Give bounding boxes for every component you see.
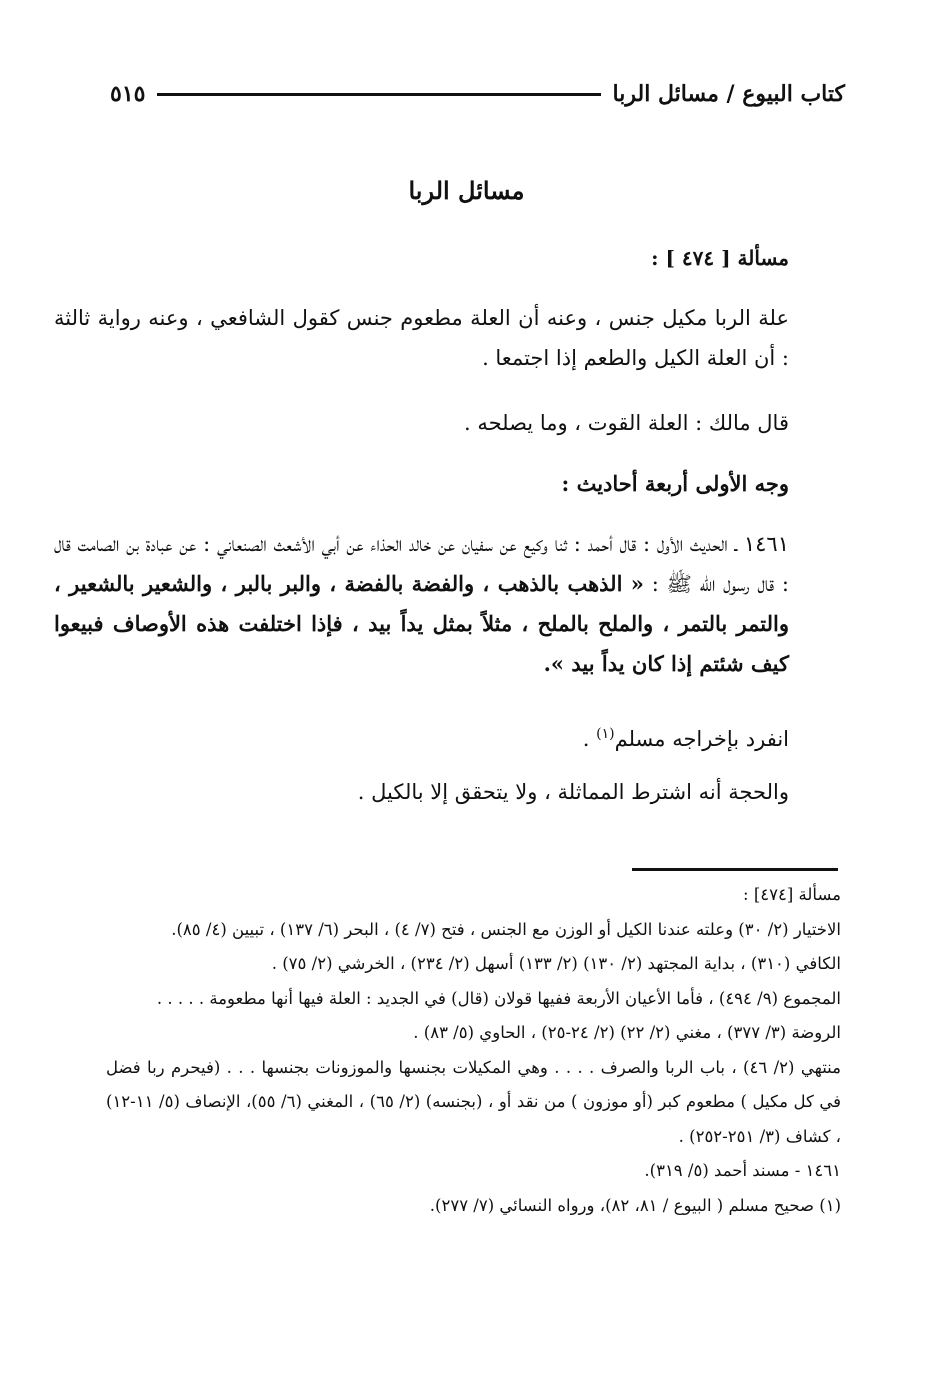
paragraph-5-text: انفرد بإخراجه مسلم — [614, 727, 789, 751]
hadith-text: « الذهب بالذهب ، والفضة بالفضة ، والبر بالبر ، والشعير بالشعير ، والتمر بالتمر ، والملح بالملح ، مثلاً بمثل يداً بيد ، فإذا اختلفت هذه الأوصاف فبيعوا كيف شئتم إذا كان يداً بيد ». — [54, 571, 789, 676]
paragraph-3: وجه الأولى أربعة أحاديث : — [561, 471, 789, 496]
paragraph-6: والحجة أنه اشترط المماثلة ، ولا يتحقق إلا بالكيل . — [357, 780, 789, 804]
hadith-isnad: ١٤٦١ ـ الحديث الأول : قال أحمد : ثنا وكيع عن سفيان عن خالد الحذاء عن أبي الأشعث الصنعاني : عن عبادة بن الصامت قال : قال رسول الله ﷺ : — [54, 532, 789, 596]
footnote-line: مسألة [٤٧٤] : — [743, 885, 841, 904]
footnote-line: منتهي (٢/ ٤٦) ، باب الربا والصرف . . . . وهي المكيلات بجنسها والموزونات بجنسها . . . (فيحرم ربا فضل في كل مكيل ) مطعوم كبر (أو موزون ) من نقد أو ، (بجنسه) (٢/ ٦٥) ، المغني (٦/ ٥٥)، الإنصاف (٥/ ١١-١٢) ، كشاف (٣/ ٢٥١-٢٥٢) . — [106, 1057, 841, 1146]
paragraph-2: قال مالك : العلة القوت ، وما يصلحه . — [463, 411, 789, 435]
section-title: مسائل الربا — [408, 176, 525, 205]
footnotes — [106, 878, 841, 1223]
paragraph-5 — [54, 714, 841, 759]
footnote-line: المجموع (٩/ ٤٩٤) ، فأما الأعيان الأربعة ففيها قولان (قال) في الجديد : العلة فيها أنها مطعومة . . . . . — [156, 988, 841, 1008]
footnote-line: ١٤٦١ - مسند أحمد (٥/ ٣١٩). — [644, 1161, 841, 1180]
footnote-line: الاختيار (٢/ ٣٠) وعلته عندنا الكيل أو الوزن مع الجنس ، فتح (٧/ ٤) ، البحر (٦/ ١٣٧) ، تبيين (٤/ ٨٥). — [171, 919, 841, 939]
header-rule — [157, 93, 600, 96]
running-title: كتاب البيوع / مسائل الربا — [612, 81, 845, 107]
page-header — [110, 76, 845, 112]
issue-heading: مسألة [ ٤٧٤ ] : — [651, 246, 789, 270]
page-number: ٥١٥ — [110, 81, 146, 107]
footnote-line: (١) صحيح مسلم ( البيوع / ٨١، ٨٢)، ورواه النسائي (٧/ ٢٧٧). — [429, 1195, 841, 1215]
paragraph-hadith — [54, 524, 841, 684]
paragraph-5-end: . — [582, 727, 597, 751]
footnote-line: الكافي (٣١٠) ، بداية المجتهد (٢/ ١٣٠) (٢/ ١٣٣) أسهل (٢/ ٢٣٤) ، الخرشي (٢/ ٧٥) . — [271, 954, 841, 973]
footnote-marker[interactable]: (١) — [596, 726, 615, 742]
footnote-line: الروضة (٣/ ٣٧٧) ، مغني (٢/ ٢٢) (٢/ ٢٤-٢٥) ، الحاوي (٥/ ٨٣) . — [413, 1023, 841, 1042]
paragraph-1: علة الربا مكيل جنس ، وعنه أن العلة مطعوم جنس كقول الشافعي ، وعنه رواية ثالثة : أن العلة الكيل والطعم إذا اجتمعا . — [54, 306, 789, 370]
footnote-rule — [632, 868, 838, 871]
